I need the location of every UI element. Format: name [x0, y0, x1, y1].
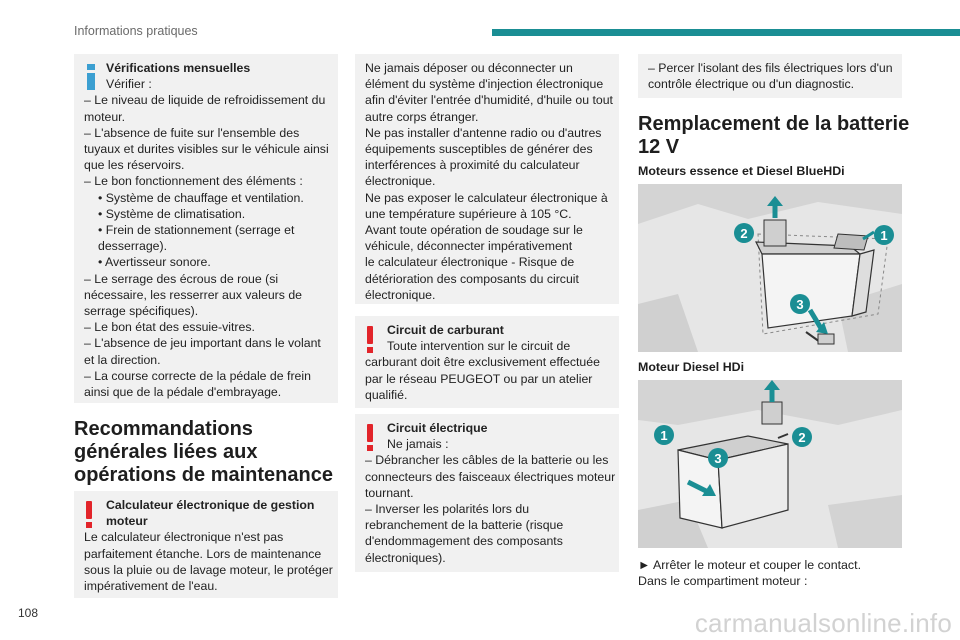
text-line: tuyaux et durites visibles sur le véhicule ainsi — [84, 142, 329, 157]
text-line: une température supérieure à 105 °C. — [365, 206, 572, 221]
text-line: autre corps étranger. — [365, 109, 479, 124]
text-line: le calculateur électronique - Risque de — [365, 255, 575, 270]
title-line: opérations de maintenance — [74, 464, 333, 486]
text-line: d'endommagement des composants — [365, 534, 563, 549]
text-line: et la direction. — [84, 352, 161, 367]
text-line: connecteurs des faisceaux électriques moteur — [365, 469, 616, 484]
battery-section-title — [638, 113, 918, 159]
info-icon — [87, 64, 95, 90]
text-line: – Le bon état des essuie-vitres. — [84, 320, 255, 335]
text-line: sous la pluie ou de lavage moteur, le protéger — [84, 562, 333, 577]
fuel-circuit-box — [355, 316, 619, 408]
text-line: moteur. — [84, 109, 126, 124]
text-line: élément du système d'injection électronique — [365, 77, 604, 92]
page-number: 108 — [18, 606, 39, 620]
text-line: Ne pas installer d'antenne radio ou d'autres — [365, 125, 602, 140]
bullet-line: • Frein de stationnement (serrage et — [98, 223, 295, 238]
bullet-line: • Système de chauffage et ventilation. — [98, 190, 304, 205]
battery-figure-diesel-hdi — [638, 380, 902, 548]
insulation-note-box — [638, 54, 902, 98]
text-line: ainsi que de la pédale d'embrayage. — [84, 385, 282, 400]
electric-circuit-box — [355, 414, 619, 572]
maintenance-section-title — [74, 418, 344, 487]
callout-1: 1 — [660, 428, 668, 443]
text-line: – Inverser les polarités lors du — [365, 502, 530, 517]
electric-circuit-title: Circuit électrique — [387, 421, 488, 435]
text-line: Avant toute opération de soudage sur le — [365, 223, 583, 238]
title-line: Recommandations — [74, 418, 253, 440]
text-line: véhicule, déconnecter impérativement — [365, 239, 573, 254]
fuel-circuit-title: Circuit de carburant — [387, 323, 504, 337]
battery-illustration — [638, 184, 902, 352]
step-engine-compartment: Dans le compartiment moteur : — [638, 574, 808, 588]
text-line: – Le niveau de liquide de refroidissement du — [84, 93, 326, 108]
text-line: Le calculateur électronique n'est pas — [84, 530, 284, 545]
header-accent-bar — [492, 29, 960, 36]
text-line: détérioration des composants du circuit — [365, 271, 579, 286]
text-line: – Débrancher les câbles de la batterie ou les — [365, 453, 609, 468]
warning-icon — [365, 424, 375, 452]
ecu-warning-box — [74, 491, 338, 598]
bullet-line: • Avertisseur sonore. — [98, 255, 211, 270]
text-line: électronique. — [365, 174, 436, 189]
text-line: équipements susceptibles de générer des — [365, 142, 593, 157]
text-line: serrage spécifiques). — [84, 304, 199, 319]
text-line: Ne pas exposer le calculateur électronique à — [365, 190, 608, 205]
text-line: interférences à proximité du calculateur — [365, 158, 580, 173]
monthly-checks-title: Vérifications mensuelles — [106, 61, 251, 75]
figure1-caption: Moteurs essence et Diesel BlueHDi — [638, 164, 845, 178]
callout-2: 2 — [740, 226, 748, 241]
text-line: carburant doit être exclusivement effectuée — [365, 355, 600, 370]
text-line: qualifié. — [365, 387, 408, 402]
text-line: – Le serrage des écrous de roue (si — [84, 271, 279, 286]
text-line: – L'absence de jeu important dans le volant — [84, 336, 321, 351]
step-stop-engine: ► Arrêter le moteur et couper le contact. — [638, 558, 862, 572]
callout-1: 1 — [880, 228, 888, 243]
bullet-line: • Système de climatisation. — [98, 206, 246, 221]
ecu-title: Calculateur électronique de gestion — [106, 498, 315, 512]
battery-illustration — [638, 380, 902, 548]
text-line: parfaitement étanche. Lors de maintenance — [84, 546, 322, 561]
text-line: nécessaire, les resserrer aux valeurs de — [84, 287, 303, 302]
text-line: Vérifier : — [106, 77, 152, 92]
running-header: Informations pratiques — [74, 24, 198, 38]
callout-3: 3 — [714, 451, 722, 466]
title-line: 12 V — [638, 136, 680, 158]
text-line: – La course correcte de la pédale de frein — [84, 368, 311, 383]
text-line: afin d'éviter l'entrée d'humidité, d'huile ou tout — [365, 93, 613, 108]
callout-2: 2 — [798, 430, 806, 445]
text-line: – L'absence de fuite sur l'ensemble des — [84, 125, 300, 140]
text-line: électronique. — [365, 287, 436, 302]
text-line: Toute intervention sur le circuit de — [387, 339, 571, 354]
callout-3: 3 — [796, 297, 804, 312]
text-line: Ne jamais : — [387, 437, 449, 452]
warning-icon — [365, 326, 375, 354]
ecu-precautions-box — [355, 54, 619, 304]
watermark: carmanualsonline.info — [694, 608, 952, 638]
text-line: électroniques). — [365, 550, 446, 565]
text-line: par le réseau PEUGEOT ou par un atelier — [365, 371, 593, 386]
text-line: Ne jamais déposer ou déconnecter un — [365, 61, 573, 75]
ecu-title: moteur — [106, 514, 148, 529]
battery-figure-petrol-bluehdi — [638, 184, 902, 352]
title-line: Remplacement de la batterie — [638, 113, 910, 135]
title-line: générales liées aux — [74, 441, 258, 463]
monthly-checks-box — [74, 54, 338, 403]
text-line: que les réservoirs. — [84, 158, 185, 173]
text-line: – Le bon fonctionnement des éléments : — [84, 174, 303, 189]
bullet-line: desserrage). — [98, 239, 168, 254]
text-line: contrôle électrique ou d'un diagnostic. — [648, 77, 855, 92]
text-line: tournant. — [365, 485, 414, 500]
text-line: – Percer l'isolant des fils électriques lors d'un — [648, 61, 893, 75]
text-line: impérativement de l'eau. — [84, 579, 218, 594]
warning-icon — [84, 501, 94, 529]
text-line: rebranchement de la batterie (risque — [365, 518, 564, 533]
figure2-caption: Moteur Diesel HDi — [638, 360, 745, 374]
